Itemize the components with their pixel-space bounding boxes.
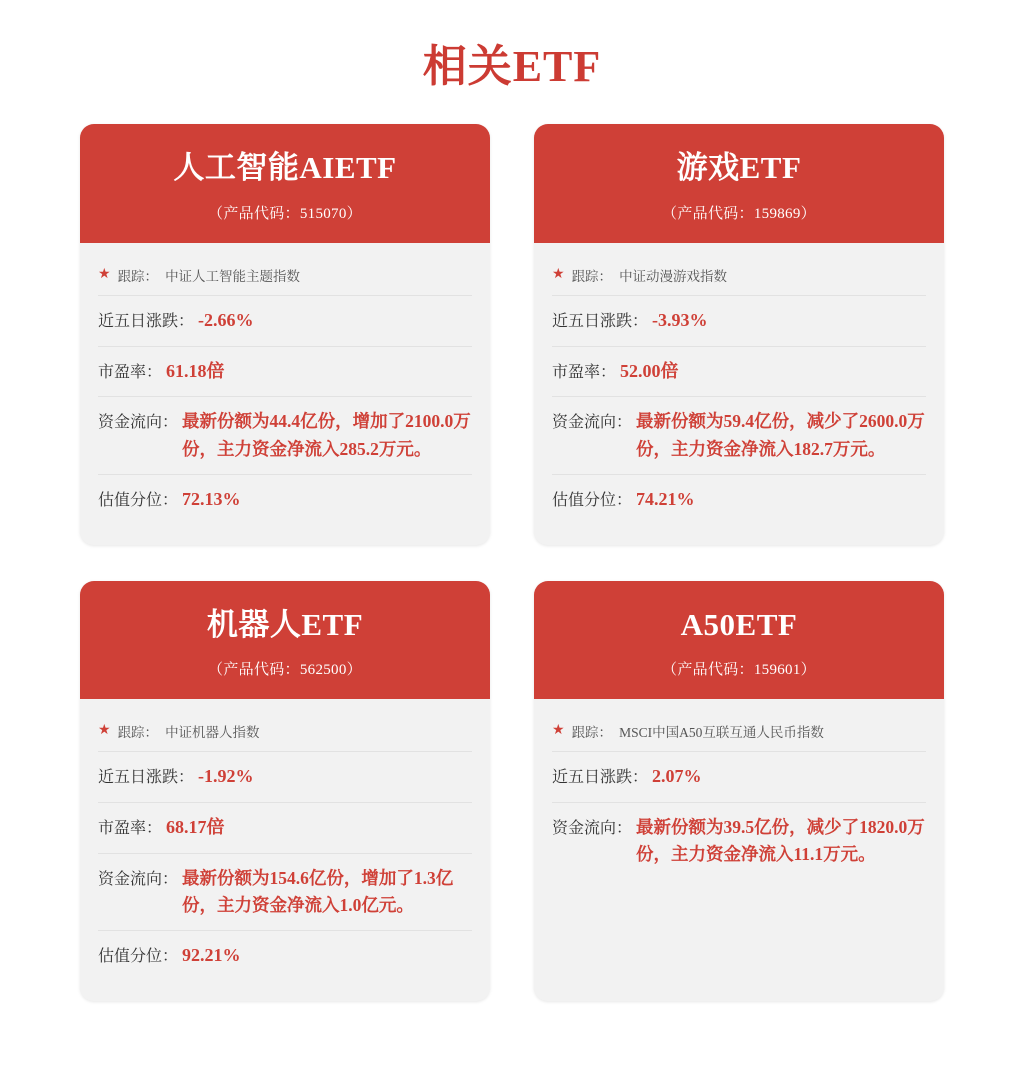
etf-fund-flow-value: 最新份额为154.6亿份，增加了1.3亿份，主力资金净流入1.0亿元。: [182, 867, 454, 916]
etf-fund-flow-value: 最新份额为44.4亿份，增加了2100.0万份，主力资金净流入285.2万元。: [182, 411, 471, 459]
etf-card[interactable]: [534, 124, 944, 545]
etf-track-row: [98, 259, 472, 296]
etf-five-day-change-label: 近五日涨跌：: [552, 312, 649, 330]
etf-track-index: 中证动漫游戏指数: [619, 268, 728, 284]
etf-five-day-change-row: [552, 296, 926, 347]
etf-track-label: 跟踪：: [117, 725, 159, 741]
etf-name: 机器人ETF: [206, 606, 364, 642]
etf-card-header: [534, 124, 944, 243]
etf-track-row: [552, 259, 926, 296]
etf-fund-flow-row: [98, 397, 472, 474]
etf-pe-ratio-value: 61.18倍: [166, 360, 225, 381]
etf-track-row: [98, 715, 472, 752]
etf-valuation-label: 估值分位：: [98, 948, 179, 966]
etf-card-grid: [80, 124, 944, 1001]
etf-card-header: [80, 124, 490, 243]
etf-five-day-change-value: -3.93%: [652, 309, 708, 330]
etf-fund-flow-row: [98, 854, 472, 931]
etf-card[interactable]: [534, 581, 944, 1002]
etf-valuation-value: 72.13%: [182, 488, 241, 509]
etf-fund-flow-row: [552, 803, 926, 879]
star-icon: ★: [98, 266, 111, 282]
star-icon: ★: [552, 723, 565, 739]
etf-pe-ratio-value: 52.00倍: [620, 360, 679, 381]
etf-pe-ratio-row: [552, 347, 926, 398]
etf-fund-flow-label: 资金流向：: [98, 870, 179, 888]
etf-valuation-value: 92.21%: [182, 945, 241, 966]
etf-valuation-row: [98, 931, 472, 981]
etf-pe-ratio-row: [98, 803, 472, 854]
etf-card-body: [534, 699, 944, 1001]
etf-valuation-row: [552, 475, 926, 525]
etf-track-label: 跟踪：: [571, 725, 613, 741]
etf-product-code: （产品代码：515070）: [208, 205, 362, 222]
etf-card-body: [80, 243, 490, 545]
star-icon: ★: [552, 266, 565, 282]
etf-pe-ratio-label: 市盈率：: [98, 820, 163, 838]
etf-product-code: （产品代码：159601）: [662, 662, 816, 679]
etf-five-day-change-row: [98, 752, 472, 803]
etf-five-day-change-value: 2.07%: [652, 766, 702, 787]
etf-five-day-change-value: -2.66%: [198, 309, 254, 330]
etf-card-header: [534, 581, 944, 700]
etf-five-day-change-label: 近五日涨跌：: [552, 769, 649, 787]
etf-five-day-change-row: [98, 296, 472, 347]
etf-track-row: [552, 715, 926, 752]
etf-fund-flow-row: [552, 397, 926, 474]
etf-valuation-row: [98, 475, 472, 525]
etf-five-day-change-row: [552, 752, 926, 803]
star-icon: ★: [98, 723, 111, 739]
etf-card-body: [80, 699, 490, 1001]
etf-name: 游戏ETF: [676, 150, 802, 185]
etf-five-day-change-value: -1.92%: [198, 766, 254, 787]
etf-pe-ratio-label: 市盈率：: [552, 363, 617, 381]
etf-pe-ratio-value: 68.17倍: [166, 817, 225, 838]
etf-product-code: （产品代码：159869）: [662, 205, 816, 222]
etf-track-index: 中证人工智能主题指数: [165, 268, 301, 284]
etf-track-index: 中证机器人指数: [165, 725, 260, 741]
etf-valuation-label: 估值分位：: [98, 491, 179, 509]
etf-fund-flow-value: 最新份额为59.4亿份，减少了2600.0万份，主力资金净流入182.7万元。: [636, 411, 925, 459]
etf-name: A50ETF: [680, 606, 798, 642]
etf-five-day-change-label: 近五日涨跌：: [98, 312, 195, 330]
etf-product-code: （产品代码：562500）: [208, 662, 362, 679]
page-title: 相关ETF: [422, 42, 602, 91]
etf-fund-flow-label: 资金流向：: [98, 414, 179, 432]
etf-fund-flow-label: 资金流向：: [552, 820, 633, 838]
etf-track-label: 跟踪：: [571, 268, 613, 284]
etf-valuation-label: 估值分位：: [552, 491, 633, 509]
etf-pe-ratio-label: 市盈率：: [98, 363, 163, 381]
etf-pe-ratio-row: [98, 347, 472, 398]
etf-valuation-value: 74.21%: [636, 488, 695, 509]
etf-card[interactable]: [80, 124, 490, 545]
etf-card-header: [80, 581, 490, 700]
etf-fund-flow-label: 资金流向：: [552, 414, 633, 432]
etf-name: 人工智能AIETF: [173, 150, 397, 185]
etf-card[interactable]: [80, 581, 490, 1002]
etf-track-index: MSCI中国A50互联互通人民币指数: [619, 725, 824, 741]
etf-fund-flow-value: 最新份额为39.5亿份，减少了1820.0万份，主力资金净流入11.1万元。: [636, 817, 925, 865]
etf-card-body: [534, 243, 944, 545]
etf-track-label: 跟踪：: [117, 268, 159, 284]
etf-five-day-change-label: 近五日涨跌：: [98, 769, 195, 787]
